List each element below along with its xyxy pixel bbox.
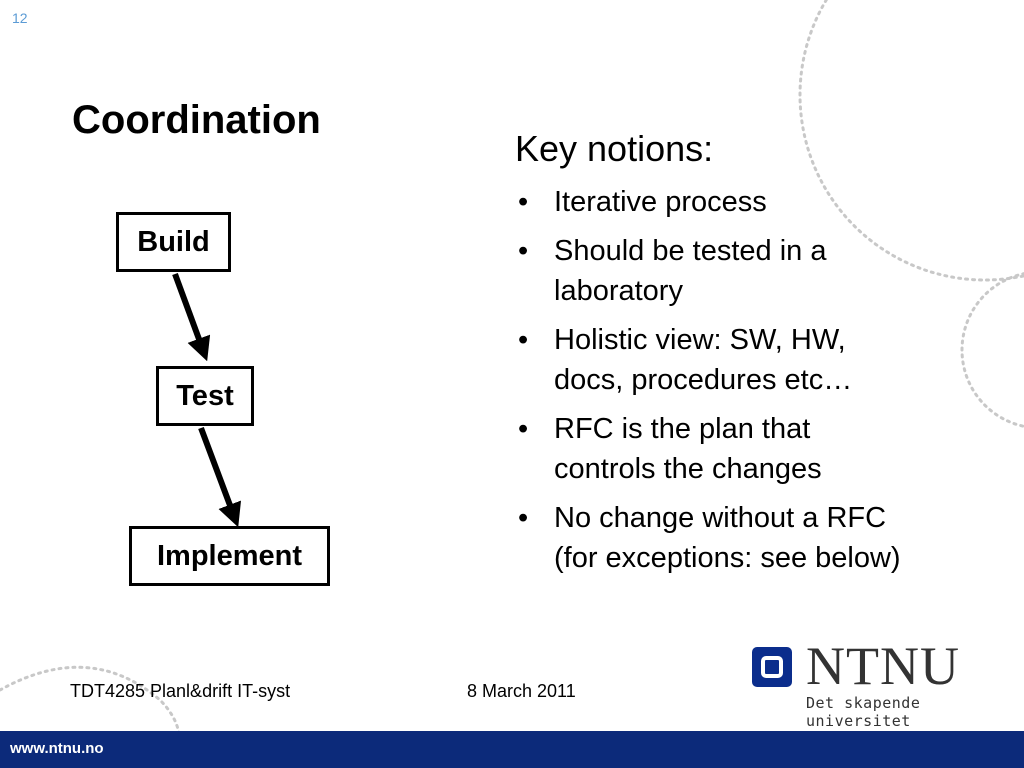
footer-url-link[interactable]: www.ntnu.no [10,740,104,757]
key-notions-heading: Key notions: [515,128,714,169]
slide-number: 12 [12,10,28,26]
bullet-icon: • [518,235,529,267]
flow-step-test: Test [156,366,254,426]
slide-title: Coordination [72,98,321,142]
bullet-icon: • [518,324,529,356]
logo-tagline: Det skapende universitet [806,694,921,730]
key-notions-list [516,182,916,587]
bullet-icon: • [518,502,529,534]
footer-date: 8 March 2011 [467,681,576,701]
list-item [516,231,916,311]
ntnu-logo [752,636,998,730]
flow-step-build: Build [116,212,231,272]
arrow-build-to-test [175,274,203,350]
list-item-text: RFC is the plan that controls the changes [554,413,822,485]
arrow-test-to-implement [201,428,234,516]
list-item-text: Should be tested in a laboratory [554,235,827,307]
flow-step-implement: Implement [129,526,330,586]
list-item-text: Iterative process [554,186,767,218]
logo-name: NTNU [806,636,960,696]
ntnu-logo-icon [752,647,792,687]
bullet-icon: • [518,186,529,218]
list-item-text: No change without a RFC (for exceptions: see below) [554,502,901,574]
list-item [516,320,916,400]
list-item [516,409,916,489]
list-item-text: Holistic view: SW, HW, docs, procedures etc… [554,324,853,396]
bullet-icon: • [518,413,529,445]
list-item [516,498,916,578]
footer-course: TDT4285 Planl&drift IT-syst [70,681,291,701]
footer-bar [0,731,1024,768]
list-item [516,182,916,222]
